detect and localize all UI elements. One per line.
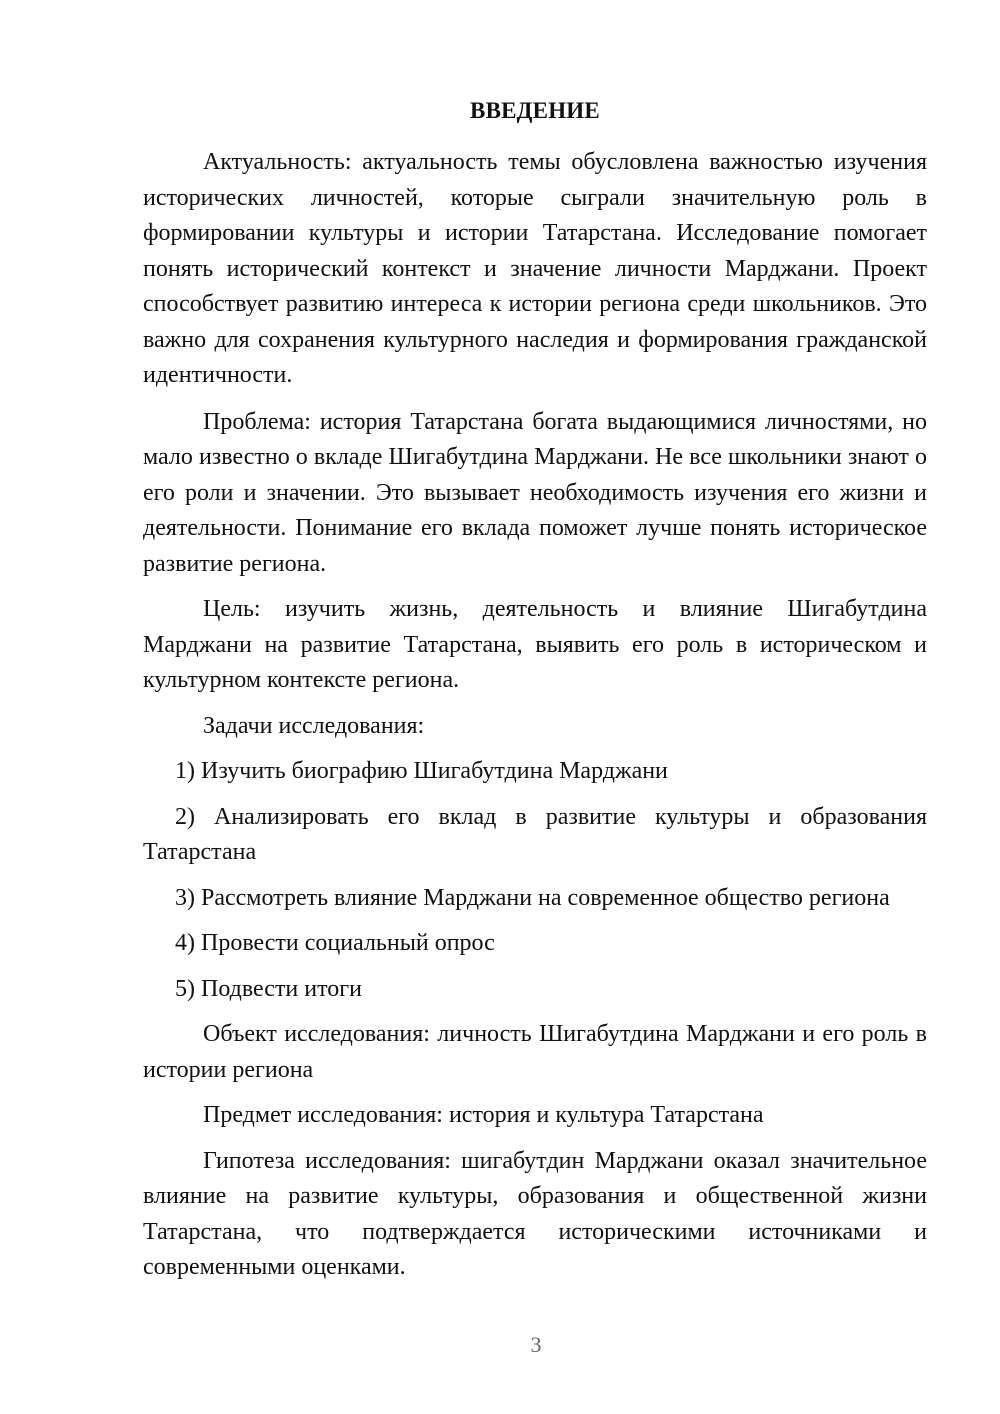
task-item-3: 3) Рассмотреть влияние Марджани на современное общество региона (175, 884, 890, 911)
task-item-1: 1) Изучить биографию Шигабутдина Марджани (175, 758, 668, 784)
task-item-2: 2) Анализировать его вклад в развитие культуры и образования Татарстана (143, 803, 927, 865)
hypothesis-paragraph: Гипотеза исследования: шигабутдин Марджани оказал значительное влияние на развитие культуры, образования и общественной жизни Татарстана, что подтверждается историческими источниками и современными оценками. (143, 1147, 927, 1280)
subject-paragraph: Предмет исследования: история и культура Татарстана (203, 1102, 764, 1128)
tasks-heading: Задачи исследования: (203, 712, 425, 739)
section-title: ВВЕДЕНИЕ (470, 98, 600, 123)
problem-paragraph: Проблема: история Татарстана богата выдающимися личностями, но мало известно о вкладе Шигабутдина Марджани. Не все школьники знают о его роли и значении. Это вызывает необходимость изучения его жизни и деятельности. Понимание его вклада поможет лучше понять историческое развитие региона. (143, 408, 927, 577)
relevance-paragraph: Актуальность: актуальность темы обусловлена важностью изучения исторических личностей, которые сыграли значительную роль в формировании культуры и истории Татарстана. Исследование помогает понять исторический контекст и значение личности Марджани. Проект способствует развитию интереса к истории региона среди школьников. Это важно для сохранения культурного наследия и формирования гражданской идентичности. (143, 149, 927, 388)
object-paragraph: Объект исследования: личность Шигабутдина Марджани и его роль в истории региона (143, 1021, 927, 1083)
goal-paragraph: Цель: изучить жизнь, деятельность и влияние Шигабутдина Марджани на развитие Татарстана, выявить его роль в историческом и культурном контексте региона. (143, 596, 927, 693)
task-item-4: 4) Провести социальный опрос (175, 930, 495, 956)
page-content (143, 93, 927, 1296)
page-number: 3 (530, 1332, 542, 1357)
task-item-5: 5) Подвести итоги (175, 975, 362, 1002)
